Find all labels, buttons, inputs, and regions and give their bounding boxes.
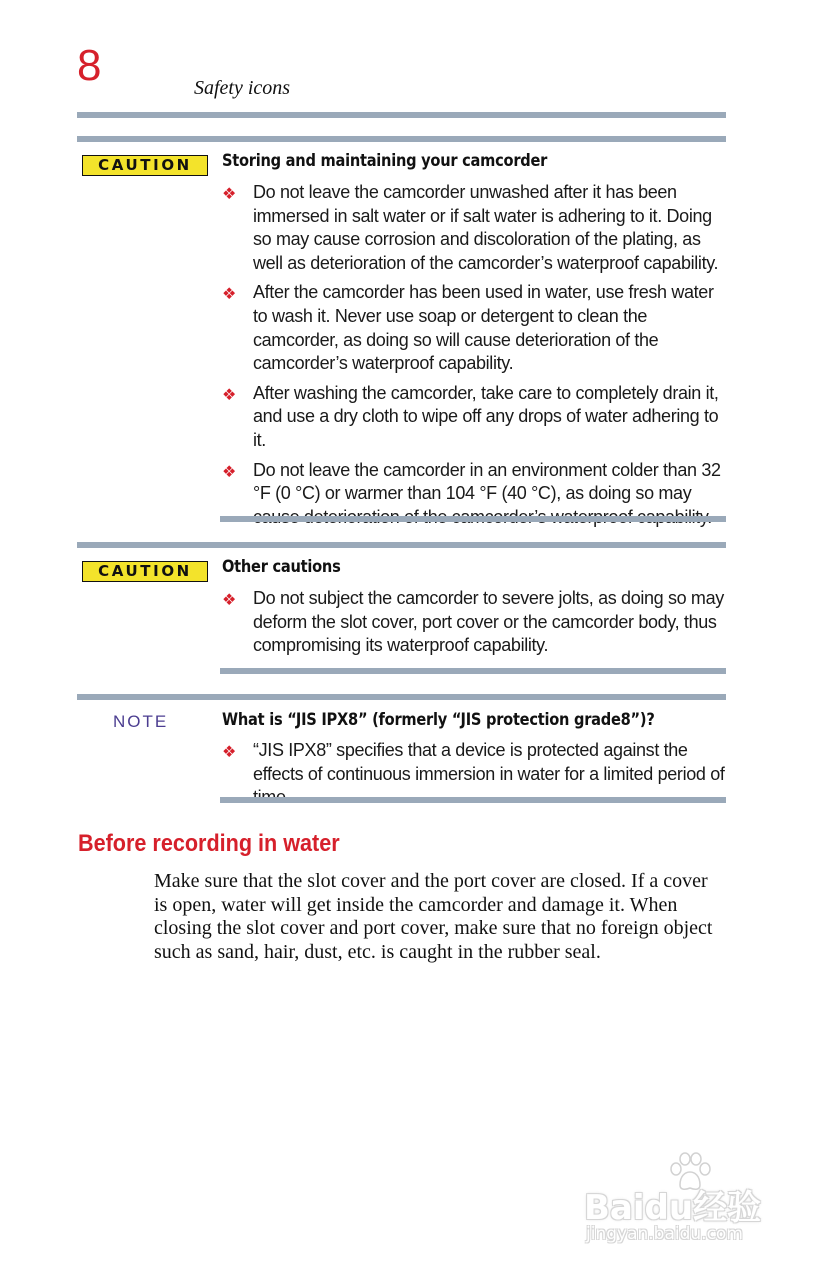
list-item-text: Do not subject the camcorder to severe jolts, as doing so may deform the slot cover, port cover or the camcorder body, thus compromising its waterproof capability. (253, 588, 724, 656)
note-label: NOTE (113, 712, 169, 731)
list-item-text: After washing the camcorder, take care to completely drain it, and use a dry cloth to wipe off any drops of water adhering to it. (253, 382, 719, 450)
bullet-list (222, 587, 726, 664)
list-item-text: Do not leave the camcorder in an environment colder than 32 °F (0 °C) or warmer than 104 °F (40 °C), as doing so may (253, 459, 721, 504)
caution-badge: CAUTION (82, 561, 208, 582)
list-item-text: Do not leave the camcorder unwashed after it has been immersed in salt water or if salt water is adhering to it. Doing so may cause corrosion and discoloration of the plating, as well as deterioration of the camcorder’s waterproof capability. (253, 182, 719, 273)
caution-badge: CAUTION (82, 155, 208, 176)
block-title: Other cautions (222, 557, 341, 577)
diamond-bullet-icon: ❖ (222, 284, 236, 304)
diamond-bullet-icon: ❖ (222, 384, 236, 404)
diamond-bullet-icon: ❖ (222, 590, 236, 609)
block-bottom-rule (220, 797, 726, 803)
block-top-rule (77, 694, 726, 700)
diamond-bullet-icon: ❖ (222, 742, 236, 761)
section-heading: Before recording in water (78, 830, 340, 857)
bullet-list (222, 739, 726, 816)
list-item (222, 181, 726, 275)
list-item (222, 382, 726, 453)
page-number: 8 (77, 41, 102, 90)
block-top-rule (77, 136, 726, 142)
block-bottom-rule (220, 516, 726, 522)
running-head: Safety icons (194, 77, 291, 99)
list-item (222, 587, 726, 658)
block-top-rule (77, 542, 726, 548)
list-item-text: After the camcorder has been used in water, use fresh water to wash it. Never use soap or detergent to clean the camcorder, as doing so will cause deterioration of the camcorder’s waterproof capability. (253, 282, 714, 374)
block-bottom-rule (220, 668, 726, 674)
watermark-url: jingyan.baidu.com (586, 1224, 743, 1244)
diamond-bullet-icon: ❖ (222, 461, 236, 481)
body-paragraph: Make sure that the slot cover and the port cover are closed. If a cover is open, water will get inside the camcorder and damage it. When closing the slot cover and port cover, make sure that no foreign object such as sand, hair, dust, etc. is caught in the rubber seal. (154, 870, 713, 963)
watermark-logo: Baidu经验 (584, 1188, 762, 1228)
watermark (582, 1150, 782, 1255)
block-title: What is “JIS IPX8” (formerly “JIS protection grade8”)? (222, 710, 655, 730)
bullet-list (222, 181, 726, 535)
diamond-bullet-icon: ❖ (222, 184, 236, 203)
list-item (222, 281, 726, 375)
list-item-text: “JIS IPX8” specifies that a device is protected against the effects of continuous immersion in water for a limited period of (253, 740, 725, 784)
block-title: Storing and maintaining your camcorder (222, 151, 548, 171)
block-top-rule (77, 112, 726, 118)
